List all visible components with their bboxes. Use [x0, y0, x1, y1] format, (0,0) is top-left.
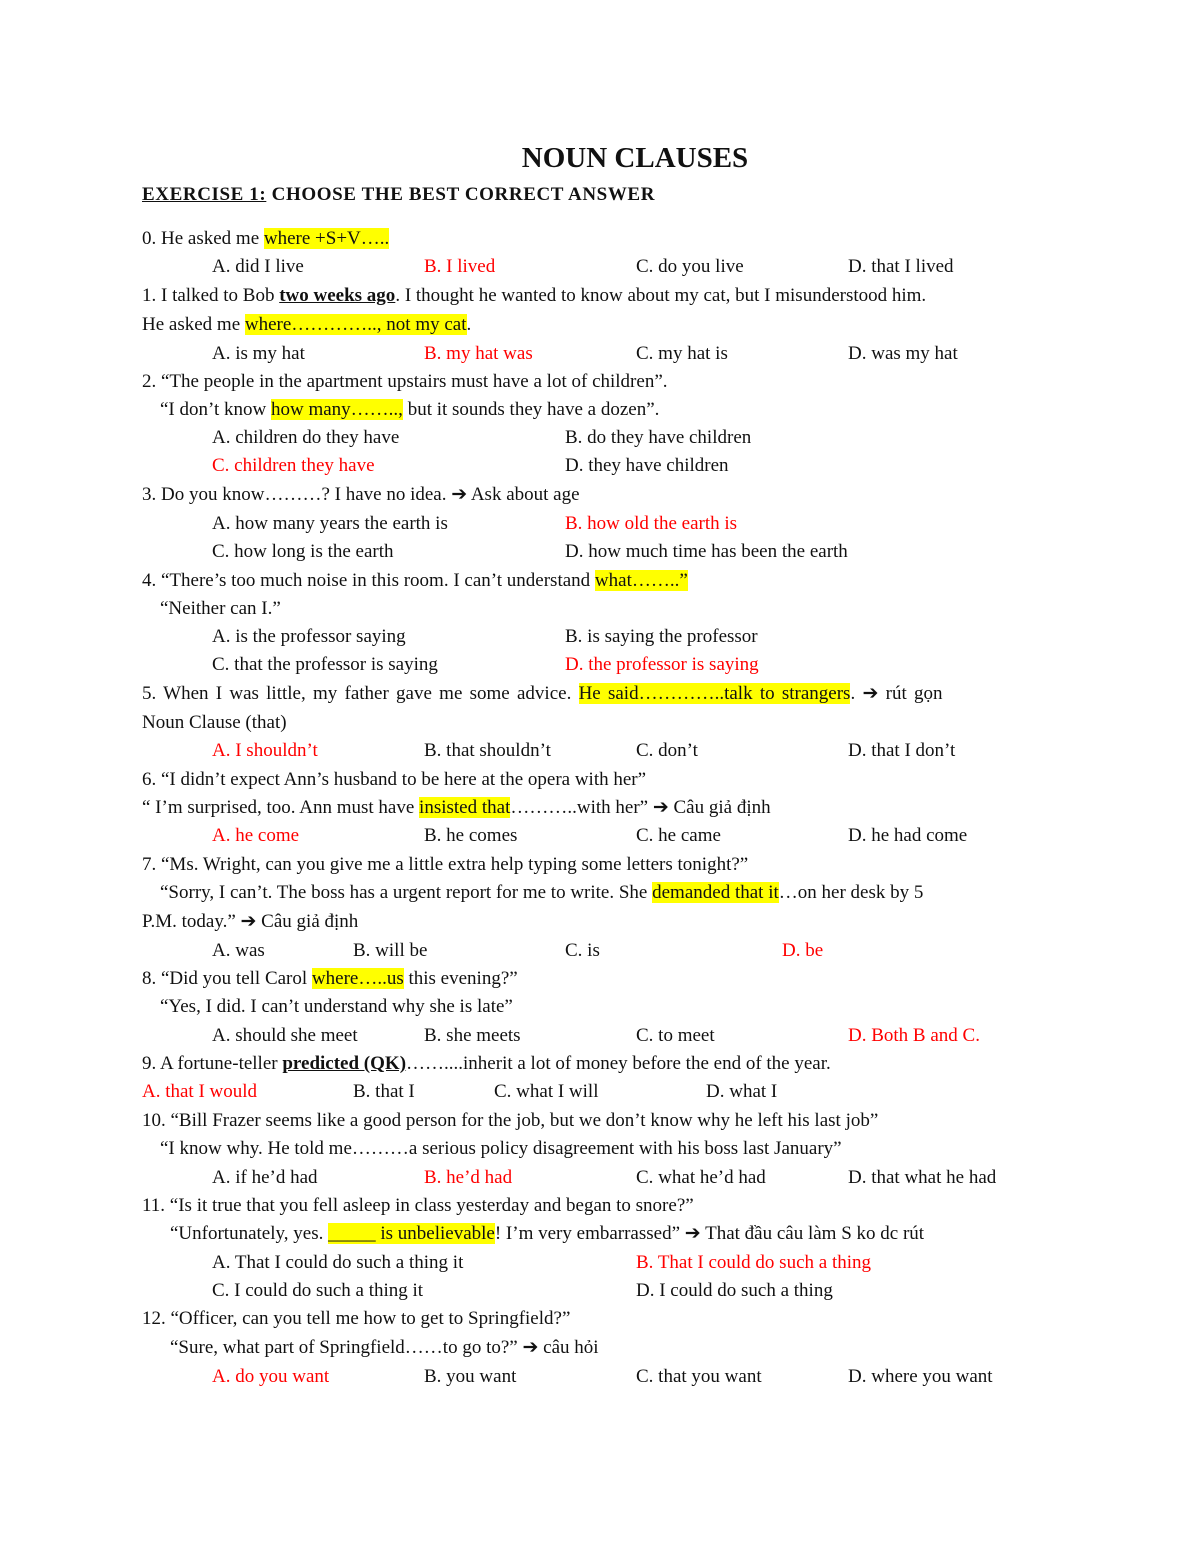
option-d: D. that what he had	[848, 1167, 997, 1188]
question-text: this evening?”	[403, 968, 518, 989]
option-b: B. that I	[353, 1081, 415, 1102]
option-a: A. how many years the earth is	[212, 513, 448, 534]
question-5	[142, 681, 942, 707]
question-text: “Sorry, I can’t. The boss has a urgent report for me to write. She	[160, 882, 653, 903]
highlight: is unbelievable	[375, 1223, 495, 1244]
option-d: D. how much time has been the earth	[565, 541, 848, 562]
option-d: D. that I don’t	[848, 740, 956, 761]
option-d-answer: D. the professor is saying	[565, 654, 759, 675]
option-a: A. is the professor saying	[212, 626, 406, 647]
option-b-answer: B. That I could do such a thing	[636, 1252, 872, 1273]
question-text: “I don’t know	[160, 399, 271, 420]
option-b: B. is saying the professor	[565, 626, 758, 647]
question-5-line-2: Noun Clause (that)	[142, 712, 287, 733]
question-11: 11. “Is it true that you fell asleep in class yesterday and began to snore?”	[142, 1195, 694, 1216]
bold-underline: two weeks ago	[279, 285, 396, 306]
question-text: “ I’m surprised, too. Ann must have	[142, 797, 420, 818]
question-text: 1. I talked to Bob	[142, 285, 280, 306]
option-c: C. to meet	[636, 1025, 715, 1046]
question-text: 0. He asked me	[142, 228, 264, 249]
option-d: D. where you want	[848, 1366, 993, 1387]
question-10-line-2: “I know why. He told me………a serious policy disagreement with his boss last January”	[160, 1138, 842, 1159]
option-a: A. children do they have	[212, 427, 400, 448]
option-b: B. he comes	[424, 825, 518, 846]
option-c: C. my hat is	[636, 343, 728, 364]
option-c-answer: C. children they have	[212, 455, 375, 476]
option-d: D. that I lived	[848, 256, 954, 277]
question-4	[142, 568, 688, 594]
option-c: C. I could do such a thing it	[212, 1280, 424, 1301]
option-a: A. is my hat	[212, 343, 305, 364]
highlight: where………….., not my cat	[244, 314, 467, 335]
option-d-answer: D. Both B and C.	[848, 1025, 980, 1046]
question-7: 7. “Ms. Wright, can you give me a little extra help typing some letters tonight?”	[142, 854, 749, 875]
question-2-line-2	[160, 397, 659, 423]
question-text: ! I’m very embarrassed” ➔ That đầu câu làm S ko dc rút	[494, 1223, 925, 1244]
question-1	[142, 283, 926, 309]
question-11-line-2	[170, 1221, 924, 1247]
exercise-instruction: CHOOSE THE BEST CORRECT ANSWER	[266, 184, 656, 205]
question-12: 12. “Officer, can you tell me how to get to Springfield?”	[142, 1308, 571, 1329]
option-b: B. she meets	[424, 1025, 521, 1046]
option-a: A. That I could do such a thing it	[212, 1252, 464, 1273]
option-c: C. that the professor is saying	[212, 654, 438, 675]
question-4-line-2: “Neither can I.”	[160, 598, 281, 619]
option-c: C. that you want	[636, 1366, 762, 1387]
question-text: ……....inherit a lot of money before the end of the year.	[406, 1053, 831, 1074]
question-text: but it sounds they have a dozen”.	[402, 399, 660, 420]
option-c: C. he came	[636, 825, 721, 846]
option-c: C. how long is the earth	[212, 541, 394, 562]
option-a: A. if he’d had	[212, 1167, 318, 1188]
option-a: A. was	[212, 940, 265, 961]
option-b-answer: B. he’d had	[424, 1167, 513, 1188]
option-c: C. don’t	[636, 740, 698, 761]
question-9	[142, 1051, 831, 1077]
question-2: 2. “The people in the apartment upstairs must have a lot of children”.	[142, 371, 668, 392]
option-c: C. is	[565, 940, 600, 961]
highlight: He said…………..talk to strangers	[578, 683, 851, 704]
option-b-answer: B. my hat was	[424, 343, 533, 364]
option-a: A. should she meet	[212, 1025, 358, 1046]
highlight: how many……..,	[271, 399, 403, 420]
option-d: D. I could do such a thing	[636, 1280, 833, 1301]
question-7-line-2	[160, 880, 923, 906]
question-text: 5. When I was little, my father gave me some advice.	[142, 683, 579, 704]
question-10: 10. “Bill Frazer seems like a good person for the job, but we don’t know why he left his last job”	[142, 1110, 879, 1131]
option-b-answer: B. how old the earth is	[565, 513, 738, 534]
option-c: C. do you live	[636, 256, 744, 277]
question-8	[142, 966, 518, 992]
question-6-line-2	[142, 795, 771, 821]
page-title: NOUN CLAUSES	[521, 142, 749, 174]
question-text: . ➔ rút gọn	[850, 683, 943, 704]
option-c: C. what he’d had	[636, 1167, 766, 1188]
highlight: what……..”	[594, 570, 688, 591]
question-text: 8. “Did you tell Carol	[142, 968, 312, 989]
question-text: “Unfortunately, yes.	[170, 1223, 329, 1244]
highlight: insisted that	[419, 797, 511, 818]
highlight: demanded that it	[652, 882, 779, 903]
exercise-label: EXERCISE 1:	[142, 184, 267, 205]
question-3: 3. Do you know………? I have no idea. ➔ Ask about age	[142, 484, 580, 505]
blank: _____	[328, 1223, 376, 1244]
option-c: C. what I will	[494, 1081, 599, 1102]
question-text: .	[466, 314, 472, 335]
option-b: B. do they have children	[565, 427, 752, 448]
highlight: where +S+V…..	[263, 228, 390, 249]
option-b: B. will be	[353, 940, 428, 961]
option-a-answer: A. he come	[212, 825, 300, 846]
option-d: D. what I	[706, 1081, 778, 1102]
exercise-heading	[142, 184, 655, 206]
option-d: D. he had come	[848, 825, 968, 846]
option-a-answer: A. do you want	[212, 1366, 330, 1387]
option-a-answer: A. I shouldn’t	[212, 740, 318, 761]
question-text: . I thought he wanted to know about my cat, but I misunderstood him.	[395, 285, 927, 306]
option-a-answer: A. that I would	[142, 1081, 258, 1102]
option-b-answer: B. I lived	[424, 256, 496, 277]
option-b: B. that shouldn’t	[424, 740, 551, 761]
question-text: ………..with her” ➔ Câu giả định	[510, 797, 771, 818]
question-1-line-2	[142, 312, 471, 338]
option-d: D. they have children	[565, 455, 729, 476]
option-d: D. was my hat	[848, 343, 958, 364]
question-8-line-2: “Yes, I did. I can’t understand why she is late”	[160, 996, 513, 1017]
question-text: 4. “There’s too much noise in this room. I can’t understand	[142, 570, 595, 591]
question-text: He asked me	[142, 314, 245, 335]
option-a: A. did I live	[212, 256, 304, 277]
question-text: 9. A fortune-teller	[142, 1053, 283, 1074]
option-b: B. you want	[424, 1366, 517, 1387]
question-0	[142, 226, 389, 252]
option-d-answer: D. be	[782, 940, 824, 961]
bold-underline: predicted (QK)	[282, 1053, 407, 1074]
question-text: …on her desk by 5	[778, 882, 924, 903]
highlight: where…..us	[311, 968, 404, 989]
question-12-line-2: “Sure, what part of Springfield……to go to?” ➔ câu hỏi	[170, 1337, 599, 1358]
question-7-line-3: P.M. today.” ➔ Câu giả định	[142, 911, 359, 932]
question-6: 6. “I didn’t expect Ann’s husband to be here at the opera with her”	[142, 769, 647, 790]
